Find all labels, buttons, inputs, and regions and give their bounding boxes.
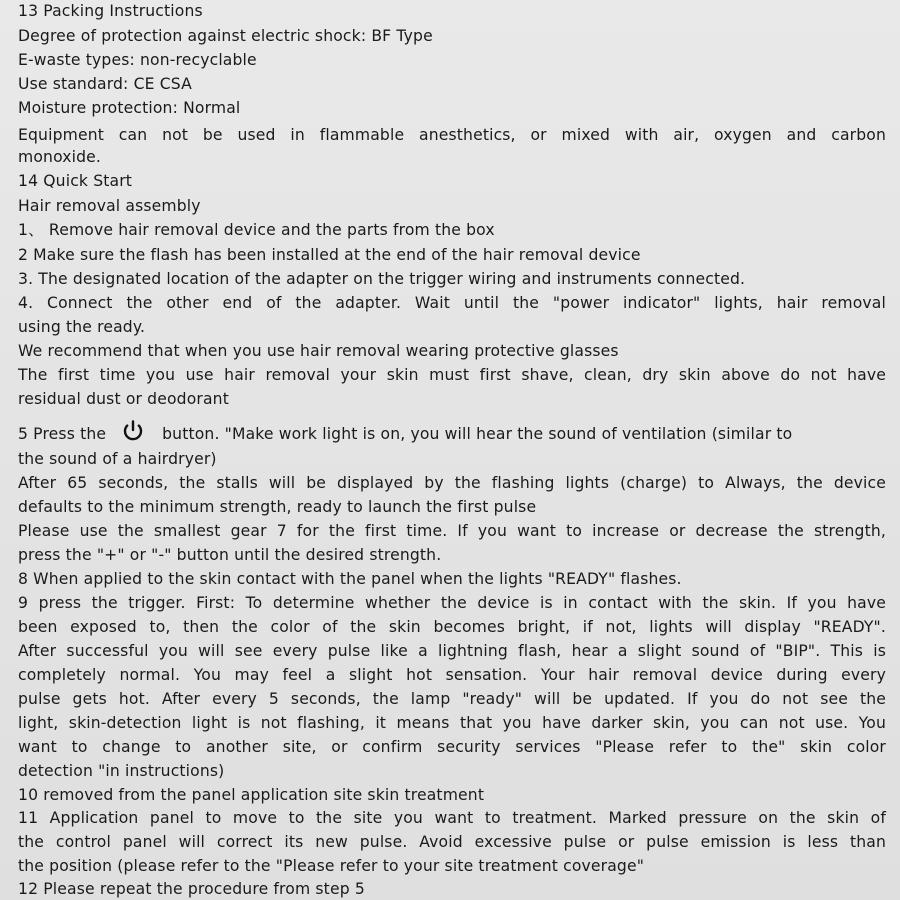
line-glasses-recommendation: We recommend that when you use hair removal wearing protective glasses — [18, 342, 619, 360]
line-press-plus-minus: press the "+" or "-" button until the desired strength. — [18, 546, 442, 564]
line-step-1: 1、 Remove hair removal device and the parts from the box — [18, 221, 495, 239]
line-step-9-cont-5: light, skin-detection light is not flashing, it means that you have darker skin, you can not use. You — [18, 714, 886, 732]
line-step-12: 12 Please repeat the procedure from step 5 — [18, 880, 365, 898]
line-default-strength: defaults to the minimum strength, ready to launch the first pulse — [18, 498, 537, 516]
line-step-11-cont-1: the control panel will correct its new pulse. Avoid excessive pulse or pulse emission is less than — [18, 833, 886, 851]
line-step-9: 9 press the trigger. First: To determine whether the device is in contact with the skin. If you have — [18, 594, 886, 612]
line-step-11-cont-2: the position (please refer to the "Please refer to your site treatment coverage" — [18, 857, 645, 875]
power-icon — [120, 420, 146, 442]
line-step-9-cont-4: pulse gets hot. After every 5 seconds, the lamp "ready" will be updated. If you do not see the — [18, 690, 886, 708]
line-first-time: The first time you use hair removal your skin must first shave, clean, dry skin above do not have — [18, 366, 886, 384]
line-assembly-heading: Hair removal assembly — [18, 197, 201, 215]
line-packing-heading: 13 Packing Instructions — [18, 2, 203, 20]
line-equipment-warning: Equipment can not be used in flammable anesthetics, or mixed with air, oxygen and carbon — [18, 126, 886, 144]
line-step-2: 2 Make sure the flash has been installed at the end of the hair removal device — [18, 246, 641, 264]
line-step-9-cont-2: After successful you will see every pulse like a lightning flash, hear a slight sound of "BIP". This is — [18, 642, 886, 660]
line-after-65-seconds: After 65 seconds, the stalls will be displayed by the flashing lights (charge) to Always, the device — [18, 474, 886, 492]
line-moisture: Moisture protection: Normal — [18, 99, 241, 117]
line-smallest-gear: Please use the smallest gear 7 for the first time. If you want to increase or decrease the strength, — [18, 522, 886, 540]
line-first-time-cont: residual dust or deodorant — [18, 390, 229, 408]
line-step-9-cont-1: been exposed to, then the color of the skin becomes bright, if not, lights will display "READY". — [18, 618, 886, 636]
line-step-9-cont-6: want to change to another site, or confirm security services "Please refer to the" skin color — [18, 738, 886, 756]
line-e-waste: E-waste types: non-recyclable — [18, 51, 257, 69]
line-step-9-cont-7: detection "in instructions) — [18, 762, 225, 780]
line-step-4: 4. Connect the other end of the adapter. Wait until the "power indicator" lights, hair removal — [18, 294, 886, 312]
line-step-5 — [18, 420, 886, 444]
line-step-3: 3. The designated location of the adapter on the trigger wiring and instruments connected. — [18, 270, 746, 288]
line-monoxide: monoxide. — [18, 148, 102, 166]
line-step-9-cont-3: completely normal. You may feel a slight hot sensation. Your hair removal device during every — [18, 666, 886, 684]
line-degree-of-protection: Degree of protection against electric shock: BF Type — [18, 27, 433, 45]
line-step-8: 8 When applied to the skin contact with the panel when the lights "READY" flashes. — [18, 570, 682, 588]
line-step-5-cont: the sound of a hairdryer) — [18, 450, 217, 468]
line-use-standard: Use standard: CE CSA — [18, 75, 192, 93]
step-5-prefix: 5 Press the — [18, 425, 107, 443]
line-step-4-cont: using the ready. — [18, 318, 146, 336]
line-quick-start-heading: 14 Quick Start — [18, 172, 133, 190]
step-5-suffix: button. "Make work light is on, you will hear the sound of ventilation (similar to — [162, 425, 793, 443]
line-step-10: 10 removed from the panel application site skin treatment — [18, 786, 485, 804]
line-step-11: 11 Application panel to move to the site you want to treatment. Marked pressure on the skin of — [18, 809, 886, 827]
